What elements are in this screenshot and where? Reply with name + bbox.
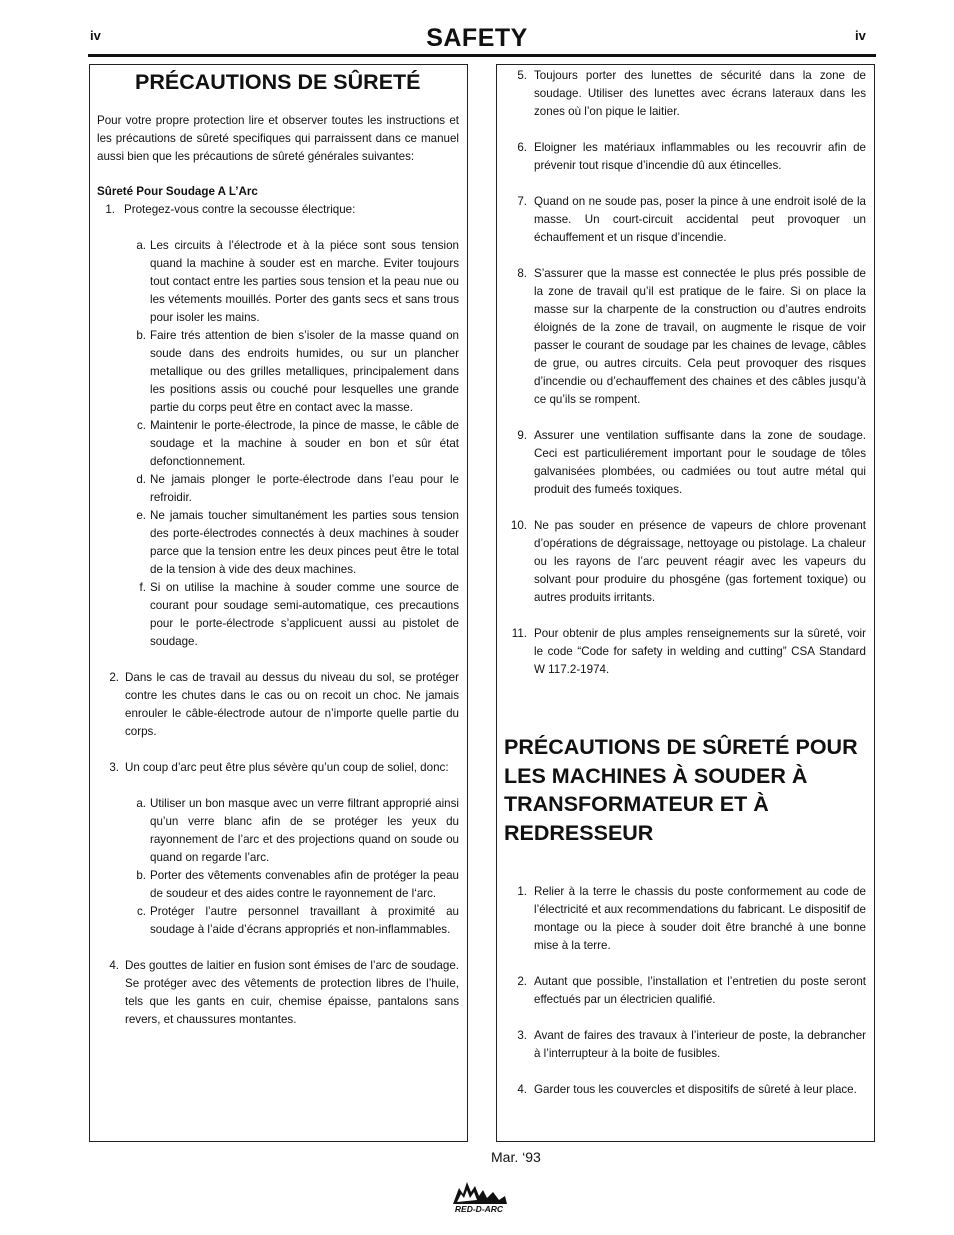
list-item xyxy=(504,265,866,409)
red-d-arc-logo xyxy=(447,1174,511,1214)
left-column xyxy=(89,64,468,1142)
sub-item xyxy=(124,579,459,651)
sub-item-letter: c. xyxy=(136,419,146,432)
item-number: 1. xyxy=(105,203,115,216)
sub-item xyxy=(124,903,459,939)
list-item xyxy=(97,201,459,219)
sub-item-letter: b. xyxy=(136,329,146,342)
item-number: 2. xyxy=(109,671,119,684)
item-text: Garder tous les couvercles et dispositifs de sûreté à leur place. xyxy=(534,1083,857,1096)
sub-item-text: Maintenir le porte-électrode, la pince de masse, le câble de soudage et la machine à souder en bon et sûr état defonctionnement. xyxy=(150,419,459,468)
list-item xyxy=(504,883,866,955)
list-item xyxy=(504,67,866,121)
item-text: Protegez-vous contre la secousse électrique: xyxy=(124,203,356,216)
item-number: 4. xyxy=(517,1083,527,1096)
sub-item-letter: a. xyxy=(136,239,146,252)
list-item xyxy=(504,625,866,679)
sub-item xyxy=(124,471,459,507)
list-item xyxy=(504,427,866,499)
sub-item-letter: f. xyxy=(139,581,146,594)
section-title-transformer: PRÉCAUTIONS DE SÛRETÉ POUR LES MACHINES À SOUDER À TRANSFORMATEUR ET À REDRESSEUR xyxy=(504,735,858,845)
sub-item xyxy=(124,867,459,903)
sub-item xyxy=(124,507,459,579)
item-number: 7. xyxy=(517,195,527,208)
item-text: Ne pas souder en présence de vapeurs de chlore provenant d’opérations de dégraissage, nettoyage ou pistolage. La chaleur ou les rayons de l’arc peuvent réagir avec les vapeurs du solvant pour produire du phosgéne (gas fortement toxique) ou autres produits irritants. xyxy=(534,519,866,604)
list-item xyxy=(504,1081,866,1099)
sub-item xyxy=(124,237,459,327)
item-number: 5. xyxy=(517,69,527,82)
list-item xyxy=(97,957,459,1029)
list-item xyxy=(97,669,459,741)
sub-item-letter: a. xyxy=(136,797,146,810)
sub-item-letter: c. xyxy=(136,905,146,918)
list-item xyxy=(504,139,866,175)
sub-item-text: Ne jamais toucher simultanément les parties sous tension des porte-électrodes connectés à deux machines à souder parce que la tension entre les deux pinces peut être le total de la tension à vide des deux machines. xyxy=(150,509,459,576)
item-number: 3. xyxy=(109,761,119,774)
right-column xyxy=(496,64,875,1142)
list-item xyxy=(504,517,866,607)
item-number: 3. xyxy=(517,1029,527,1042)
item-text: Assurer une ventilation suffisante dans la zone de soudage. Ceci est particuliérement important pour le soudage de tôles galvanisées plombées, ou cadmiées ou tout autre métal qui produit des fumeés toxiques. xyxy=(534,429,866,496)
sub-item xyxy=(124,417,459,471)
item-number: 9. xyxy=(517,429,527,442)
item-text: Pour obtenir de plus amples renseignements sur la sûreté, voir le code “Code for safety in welding and cutting” CSA Standard W 117.2-1974. xyxy=(534,627,866,676)
intro-paragraph: Pour votre propre protection lire et observer toutes les instructions et les précautions de sûreté specifiques qui parraissent dans ce manuel aussi bien que les précautions de sûreté générales suivantes: xyxy=(97,114,459,163)
sub-item-letter: d. xyxy=(136,473,146,486)
revision-date: Mar. ‘93 xyxy=(491,1149,541,1165)
item-text: Avant de faires des travaux à l’interieur de poste, la debrancher à l’interrupteur à la boite de fusibles. xyxy=(534,1029,866,1060)
item-text: Autant que possible, l’installation et l’entretien du poste seront effectués par un électricien qualifié. xyxy=(534,975,866,1006)
item-text: Relier à la terre le chassis du poste conformement au code de l’électricité et aux recommendations du fabricant. Le dispositif de montage ou la piece à souder doit être branché à une bonne mise à la terre. xyxy=(534,885,866,952)
list-item xyxy=(504,1027,866,1063)
item-text: Eloigner les matériaux inflammables ou les recouvrir afin de prévenir tout risque d’incendie dû aux étincelles. xyxy=(534,141,866,172)
list-item xyxy=(504,973,866,1009)
item-text: Toujours porter des lunettes de sécurité dans la zone de soudage. Utiliser des lunettes avec écrans lateraux dans les zones où l’on pique le laitier. xyxy=(534,69,866,118)
item-number: 1. xyxy=(517,885,527,898)
sub-item-text: Protéger l’autre personnel travaillant à proximité au soudage à l’aide d’écrans appropriés et non-inflammables. xyxy=(150,905,459,936)
sub-item-text: Utiliser un bon masque avec un verre filtrant approprié ainsi qu’un verre blanc afin de se protéger les yeux du rayonnement de l’arc et des projections quand on soude ou quand on regarde l’arc. xyxy=(150,797,459,864)
item-number: 8. xyxy=(517,267,527,280)
header-rule xyxy=(88,54,876,57)
sub-item-text: Porter des vêtements convenables afin de protéger la peau de soudeur et des aides contre le rayonnement de l‘arc. xyxy=(150,869,459,900)
sub-item-letter: e. xyxy=(136,509,146,522)
item-text: Dans le cas de travail au dessus du niveau du sol, se protéger contre les chutes dans le cas ou on recoit un choc. Ne jamais enrouler le câble-électrode autour de n’importe quelle partie du corps. xyxy=(125,671,459,738)
sub-item-text: Ne jamais plonger le porte-électrode dans l’eau pour le refroidir. xyxy=(150,473,459,504)
item-number: 2. xyxy=(517,975,527,988)
page-title: SAFETY xyxy=(426,24,528,52)
sub-item-text: Les circuits à l’électrode et à la piéce sont sous tension quand la machine à souder est en marche. Eviter toujours tout contact entre les parties sous tension et la peau nue ou les vétements mouillés. Porter des gants secs et sans trous pour isoler les mains. xyxy=(150,239,459,324)
page-number-left: iv xyxy=(90,28,101,43)
item-text: Quand on ne soude pas, poser la pince à une endroit isolé de la masse. Un court-circuit accidental peut provoquer un échauffement et un risque d’incendie. xyxy=(534,195,866,244)
item-number: 4. xyxy=(109,959,119,972)
sub-item-text: Si on utilise la machine à souder comme une source de courant pour soudage semi-automatique, ces precautions pour le porte-électrode s’applicuent aussi au pistolet de soudage. xyxy=(150,581,459,648)
sub-item xyxy=(124,327,459,417)
section-title: PRÉCAUTIONS DE SÛRETÉ xyxy=(135,70,421,94)
subheading: Sûreté Pour Soudage A L’Arc xyxy=(97,185,258,198)
logo-text: RED-D-ARC xyxy=(454,1204,504,1214)
item-number: 6. xyxy=(517,141,527,154)
page-number-right: iv xyxy=(855,28,866,43)
sub-item-text: Faire trés attention de bien s’isoler de la masse quand on soude dans des endroits humides, ou sur un plancher metallique ou des grilles metalliques, principalement dans les positions assis ou couché pour lesquelles une grande partie du corps peut être en contact avec la masse. xyxy=(150,329,459,414)
item-text: S’assurer que la masse est connectée le plus prés possible de la zone de travail qu’il est pratique de le faire. Si on place la masse sur la charpente de la construction ou d’autres endroits éloignés de la zone de travail, on augmente le risque de voir passer le courant de soudage par les chaines de levage, câbles de grue, ou autres circuits. Cela peut provoquer des risques d’incendie ou d’echauffement des chaines et des câbles jusqu’à ce qu’ils se rompent. xyxy=(534,267,866,406)
item-number: 11. xyxy=(511,627,527,640)
list-item xyxy=(504,193,866,247)
item-text: Un coup d’arc peut être plus sévère qu’un coup de soliel, donc: xyxy=(125,761,449,774)
sub-item-letter: b. xyxy=(136,869,146,882)
item-text: Des gouttes de laitier en fusion sont émises de l’arc de soudage. Se protéger avec des vêtements de protection libres de l’huile, tels que les gants en cuir, chemise épaisse, pantalons sans revers, et chaussures montantes. xyxy=(125,959,459,1026)
list-item xyxy=(97,759,459,777)
item-number: 10. xyxy=(510,519,527,532)
sub-item xyxy=(124,795,459,867)
